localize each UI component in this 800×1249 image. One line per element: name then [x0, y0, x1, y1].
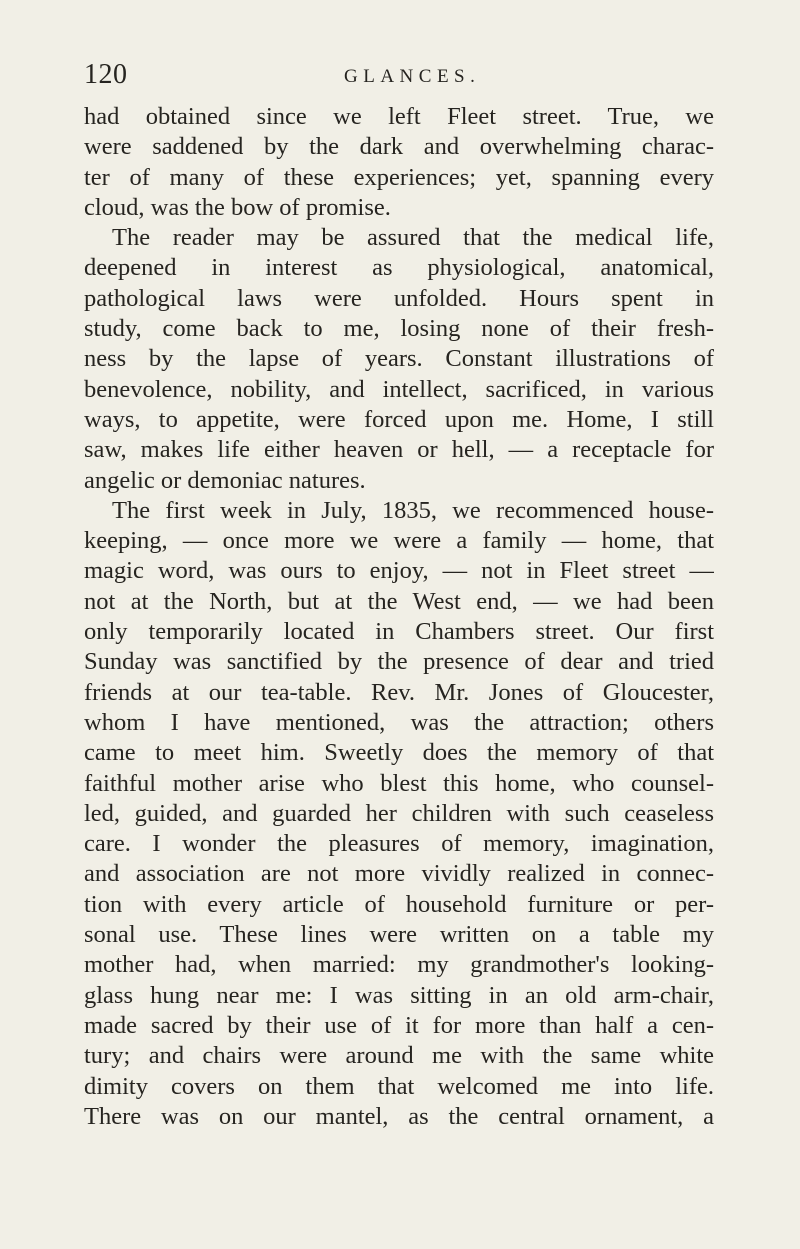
text-line: whom I have mentioned, was the attraction; others: [84, 708, 714, 736]
page-header: [84, 57, 716, 93]
text-line: glass hung near me: I was sitting in an old arm-chair,: [84, 981, 714, 1009]
text-line: had obtained since we left Fleet street. True, we: [84, 103, 714, 130]
text-line: magic word, was ours to enjoy, — not in Fleet street —: [84, 557, 714, 585]
text-line: cloud, was the bow of promise.: [84, 193, 391, 221]
text-line: ways, to appetite, were forced upon me. Home, I still: [84, 405, 714, 433]
text-line: The reader may be assured that the medical life,: [112, 224, 714, 252]
page-number: 120: [84, 59, 128, 90]
text-line: and association are not more vividly realized in connec-: [84, 860, 714, 888]
text-line: were saddened by the dark and overwhelming charac-: [84, 133, 714, 161]
text-line: deepened in interest as physiological, anatomical,: [84, 254, 714, 282]
body-text: [84, 102, 714, 1132]
text-line: ter of many of these experiences; yet, spanning every: [84, 163, 714, 191]
text-line: dimity covers on them that welcomed me into life.: [84, 1072, 714, 1100]
text-line: faithful mother arise who blest this home, who counsel-: [84, 769, 714, 797]
text-line: saw, makes life either heaven or hell, — a receptacle for: [84, 436, 714, 464]
text-line: not at the North, but at the West end, — we had been: [84, 587, 714, 615]
text-line: mother had, when married: my grandmother's looking-: [84, 951, 714, 979]
text-line: There was on our mantel, as the central ornament, a: [84, 1102, 714, 1130]
text-line: made sacred by their use of it for more than half a cen-: [84, 1011, 714, 1039]
text-line: pathological laws were unfolded. Hours spent in: [84, 284, 714, 312]
text-line: tion with every article of household furniture or per-: [84, 890, 714, 918]
text-line: study, come back to me, losing none of their fresh-: [84, 315, 714, 343]
text-line: care. I wonder the pleasures of memory, imagination,: [84, 830, 714, 858]
text-line: The first week in July, 1835, we recommenced house-: [112, 496, 714, 524]
running-title: GLANCES.: [344, 66, 481, 87]
text-line: ness by the lapse of years. Constant illustrations of: [84, 345, 714, 373]
text-line: tury; and chairs were around me with the same white: [84, 1042, 714, 1070]
text-line: came to meet him. Sweetly does the memory of that: [84, 739, 714, 767]
text-line: angelic or demoniac natures.: [84, 466, 366, 494]
text-line: only temporarily located in Chambers street. Our first: [84, 618, 714, 646]
text-line: led, guided, and guarded her children with such ceaseless: [84, 799, 714, 827]
text-line: friends at our tea-table. Rev. Mr. Jones of Gloucester,: [84, 678, 714, 706]
text-line: sonal use. These lines were written on a table my: [84, 921, 714, 949]
text-line: benevolence, nobility, and intellect, sacrificed, in various: [84, 375, 714, 403]
text-line: Sunday was sanctified by the presence of dear and tried: [84, 648, 714, 676]
text-line: keeping, — once more we were a family — home, that: [84, 527, 714, 555]
